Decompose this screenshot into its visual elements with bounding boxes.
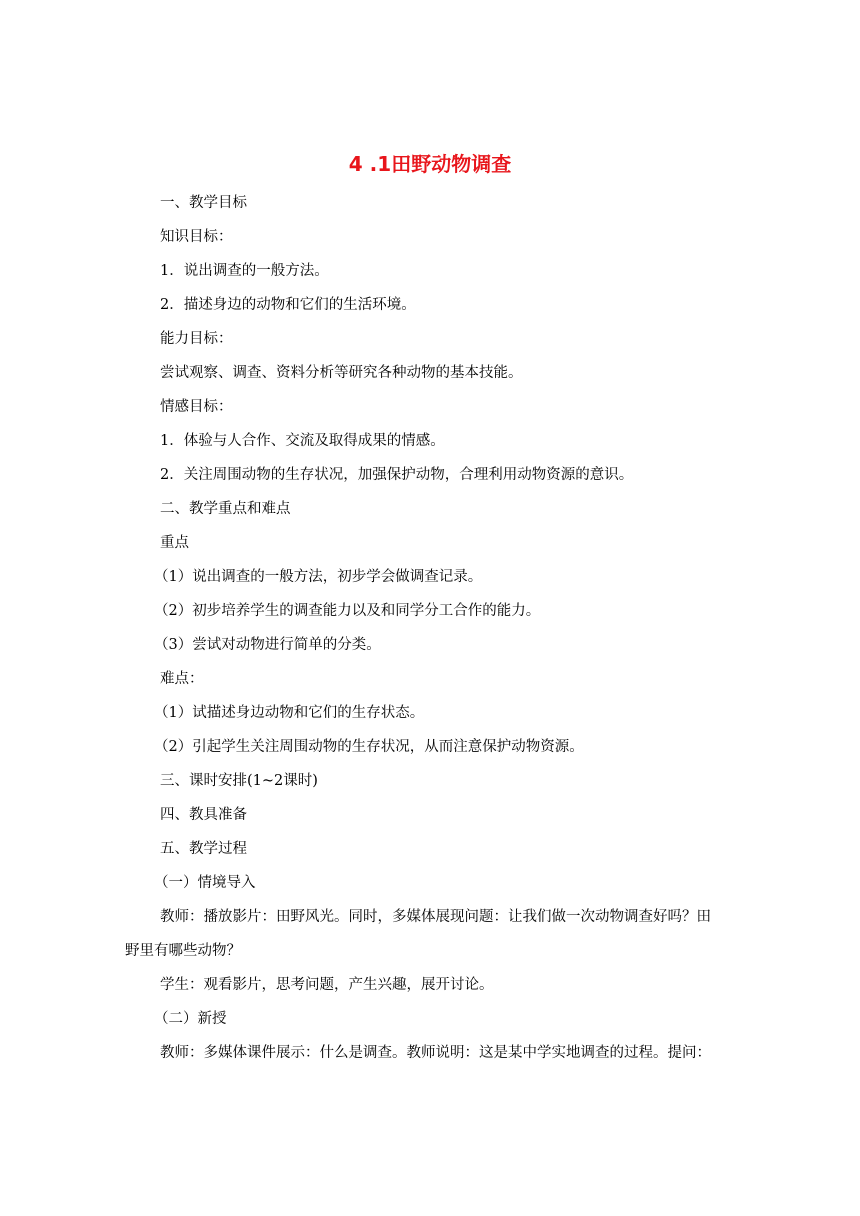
subheading-difficulties: 难点： [160,671,204,687]
subheading-knowledge-goals: 知识目标： [160,229,233,245]
paragraph-line: 教师：播放影片：田野风光。同时，多媒体展现问题：让我们做一次动物调查好吗？田 [160,909,711,925]
list-item: （2）初步培养学生的调查能力以及和同学分工合作的能力。 [154,603,541,619]
list-item: 1．体验与人合作、交流及取得成果的情感。 [160,433,445,449]
paragraph: 学生：观看影片，思考问题，产生兴趣，展开讨论。 [160,977,494,993]
section-heading-key-points: 二、教学重点和难点 [160,501,291,517]
document-body [125,191,735,1075]
section-heading-materials: 四、教具准备 [160,807,247,823]
list-item: 2．描述身边的动物和它们的生活环境。 [160,297,416,313]
list-item: 1．说出调查的一般方法。 [160,263,329,279]
subheading-new-lesson: （二）新授 [154,1011,227,1027]
subheading-ability-goals: 能力目标： [160,331,233,347]
subheading-emotion-goals: 情感目标： [160,399,233,415]
subheading-introduction: （一）情境导入 [154,875,256,891]
paragraph [125,905,735,973]
list-item: （1）试描述身边动物和它们的生存状态。 [154,705,425,721]
list-item: （2）引起学生关注周围动物的生存状况，从而注意保护动物资源。 [154,739,584,755]
paragraph: 尝试观察、调查、资料分析等研究各种动物的基本技能。 [160,365,523,381]
paragraph: 教师：多媒体课件展示：什么是调查。教师说明：这是某中学实地调查的过程。提问： [160,1045,711,1061]
list-item: （3）尝试对动物进行简单的分类。 [154,637,381,653]
document-title: 4 .1田野动物调查 [348,152,512,176]
list-item: （1）说出调查的一般方法，初步学会做调查记录。 [154,569,483,585]
paragraph-line: 野里有哪些动物？ [125,943,241,959]
list-item: 2．关注周围动物的生存状况，加强保护动物，合理利用动物资源的意识。 [160,467,634,483]
section-heading-schedule: 三、课时安排(1~2课时) [160,773,318,789]
section-heading-teaching-goals: 一、教学目标 [160,195,247,211]
section-heading-process: 五、教学过程 [160,841,247,857]
subheading-key-points: 重点 [160,535,189,551]
